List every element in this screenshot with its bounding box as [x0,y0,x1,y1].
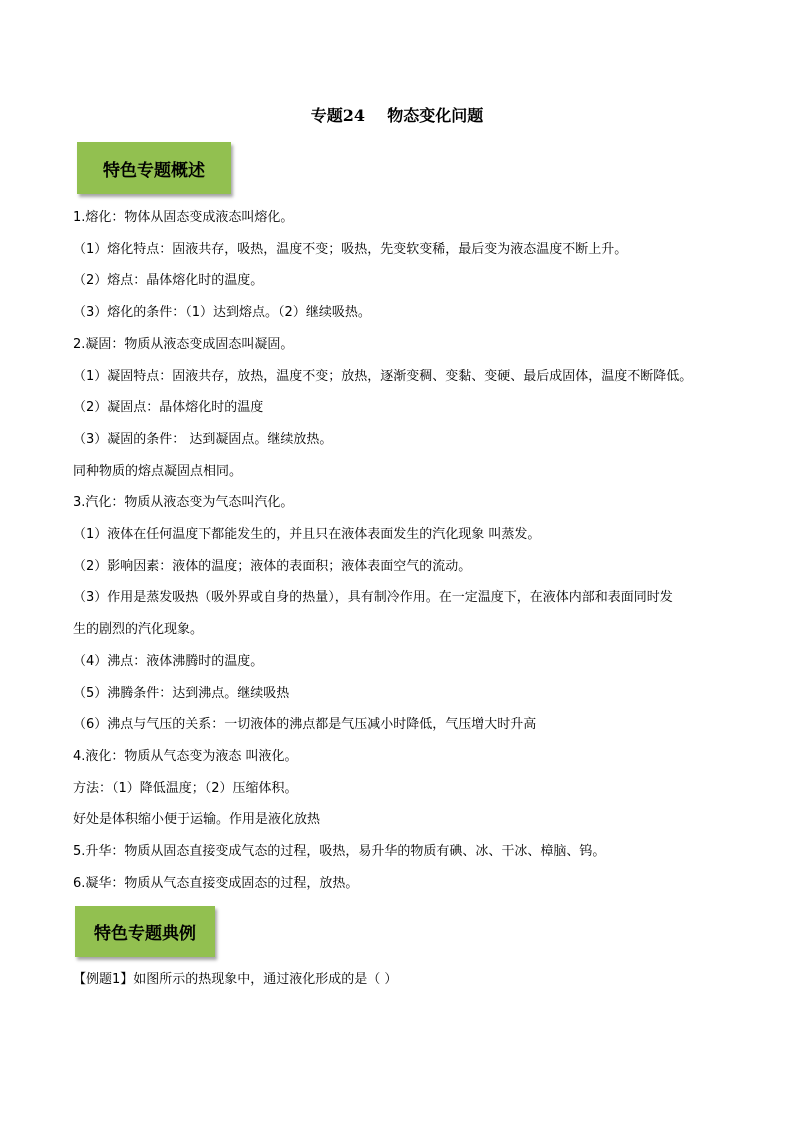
overview-line: （3）作用是蒸发吸热（吸外界或自身的热量），具有制冷作用。在一定温度下，在液体内部和表面同时发 [73,590,673,606]
overview-line: 好处是体积缩小便于运输。作用是液化放热 [73,812,321,828]
overview-line: （4）沸点：液体沸腾时的温度。 [73,653,264,669]
overview-line: （2）熔点：晶体熔化时的温度。 [73,273,264,289]
section-heading-label: 特色专题典例 [94,924,196,944]
page-title: 专题24 物态变化问题 [310,106,484,125]
overview-line: 2.凝固：物质从液态变成固态叫凝固。 [73,336,294,352]
overview-line: （3）凝固的条件： 达到凝固点。继续放热。 [73,431,333,447]
overview-line: 1.熔化：物体从固态变成液态叫熔化。 [73,210,294,225]
overview-line: 3.汽化：物质从液态变为气态叫汽化。 [73,495,294,511]
overview-body [73,202,733,899]
section-heading-examples [75,906,215,957]
overview-line: （3）熔化的条件：（1）达到熔点。（2）继续吸热。 [73,305,371,321]
overview-line: （1）液体在任何温度下都能发生的，并且只在液体表面发生的汽化现象 叫蒸发。 [73,527,541,543]
overview-line: （1）凝固特点：固液共存，放热，温度不变；放热，逐渐变稠、变黏、变硬、最后成固体，温度不断降低。 [73,368,693,384]
overview-line: 4.液化：物质从气态变为液态 叫液化。 [73,748,298,764]
overview-line: （1）熔化特点：固液共存，吸热，温度不变；吸热，先变软变稀，最后变为液态温度不断上升。 [73,241,628,257]
overview-line: 6.凝华：物质从气态直接变成固态的过程，放热。 [73,875,359,891]
section-heading-label: 特色专题概述 [103,160,205,181]
section-heading-overview [77,142,231,194]
overview-line: （6）沸点与气压的关系：一切液体的沸点都是气压减小时降低，气压增大时升高 [73,717,537,733]
overview-line: 方法：（1）降低温度；（2）压缩体积。 [73,780,298,796]
overview-line: （2）影响因素：液体的温度；液体的表面积；液体表面空气的流动。 [73,558,472,574]
overview-line: 生的剧烈的汽化现象。 [73,622,204,638]
example-question: 【例题1】如图所示的热现象中，通过液化形成的是（ ） [73,972,398,987]
overview-line: （2）凝固点：晶体熔化时的温度 [73,400,264,416]
overview-line: （5）沸腾条件：达到沸点。继续吸热 [73,685,290,701]
overview-line: 同种物质的熔点凝固点相同。 [73,463,243,479]
overview-line: 5.升华：物质从固态直接变成气态的过程，吸热，易升华的物质有碘、冰、干冰、樟脑、钨。 [73,844,606,860]
